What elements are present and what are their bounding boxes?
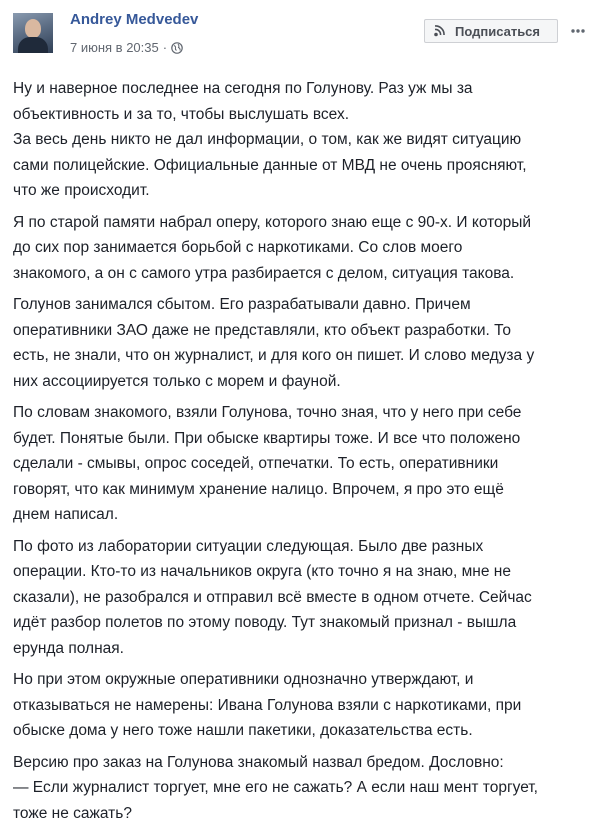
post-content <box>13 76 587 832</box>
post-paragraph <box>13 750 587 827</box>
text-line: обыске дома у него тоже нашли пакетики, доказательства есть. <box>13 722 473 739</box>
post-date[interactable]: 7 июня в 20:35 <box>70 40 159 55</box>
text-line: отказываться не намерены: Ивана Голунова взяли с наркотиками, при <box>13 696 522 714</box>
text-line: них ассоциируется только с морем и фауной. <box>13 372 341 390</box>
text-line: сказали), не разобрался и отправил всё вместе в одном отчете. Сейчас <box>13 588 532 606</box>
subscribe-button[interactable] <box>424 19 558 43</box>
text-line: За весь день никто не дал информации, о том, как же видят ситуацию <box>13 131 522 148</box>
author-avatar[interactable] <box>13 13 53 53</box>
post-paragraph <box>13 534 587 662</box>
text-line: По словам знакомого, взяли Голунова, точно зная, что у него при себе <box>13 404 522 421</box>
text-line: оперативники ЗАО даже не представляли, кто объект разработки. То <box>13 321 511 339</box>
author-name[interactable]: Andrey Medvedev <box>70 11 199 28</box>
post-paragraph <box>13 76 587 204</box>
post-header <box>0 0 600 60</box>
text-line: до сих пор занимается борьбой с наркотиками. Со слов моего <box>13 239 463 256</box>
meta-separator: · <box>162 40 168 55</box>
text-line: есть, не знали, что он журналист, и для кого он пишет. И слово медуза у <box>13 347 535 364</box>
text-line: сделали - смывы, опрос соседей, отпечатки. То есть, оперативники <box>13 455 499 472</box>
rss-icon <box>433 25 449 37</box>
text-line: Версию про заказ на Голунова знакомый назвал бредом. Дословно: <box>13 753 504 771</box>
post-paragraph <box>13 400 587 528</box>
text-line: будет. Понятые были. При обыске квартиры тоже. И все что положено <box>13 429 521 447</box>
post-meta <box>70 40 183 55</box>
text-line: идёт разбор полетов по этому поводу. Тут знакомый признал - вышла <box>13 614 517 631</box>
text-line: что же происходит. <box>13 182 150 199</box>
text-line: По фото из лаборатории ситуации следующая. Было две разных <box>13 537 484 555</box>
more-horizontal-icon[interactable] <box>570 24 586 38</box>
text-line: — Если журналист торгует, мне его не сажать? А если наш мент торгует, <box>13 779 538 796</box>
text-line: Я по старой памяти набрал оперу, которого знаю еще с 90-х. И который <box>13 213 532 231</box>
subscribe-label: Подписаться <box>455 23 541 39</box>
text-line: Голунов занимался сбытом. Его разрабатывали давно. Причем <box>13 296 471 313</box>
text-line: объективность и за то, чтобы выслушать всех. <box>13 105 350 123</box>
text-line: сами полицейские. Официальные данные от МВД не очень проясняют, <box>13 156 527 174</box>
post-paragraph <box>13 210 587 287</box>
post-paragraph <box>13 667 587 744</box>
avatar-body <box>18 37 48 53</box>
text-line: днем написал. <box>13 506 119 523</box>
text-line: Но при этом окружные оперативники однозначно утверждают, и <box>13 671 474 688</box>
text-line: знакомого, а он с самого утра разбирается с делом, ситуация такова. <box>13 264 515 282</box>
post-paragraph <box>13 292 587 394</box>
text-line: Ну и наверное последнее на сегодня по Голунову. Раз уж мы за <box>13 80 473 97</box>
text-line: ерунда полная. <box>13 639 124 657</box>
text-line: операции. Кто-то из начальников округа (кто точно я на знаю, мне не <box>13 563 511 580</box>
globe-icon[interactable] <box>171 42 183 54</box>
text-line: тоже не сажать? <box>13 804 132 822</box>
text-line: говорят, что как минимум хранение налицо. Впрочем, я про это ещё <box>13 480 504 498</box>
avatar-head <box>25 19 41 38</box>
